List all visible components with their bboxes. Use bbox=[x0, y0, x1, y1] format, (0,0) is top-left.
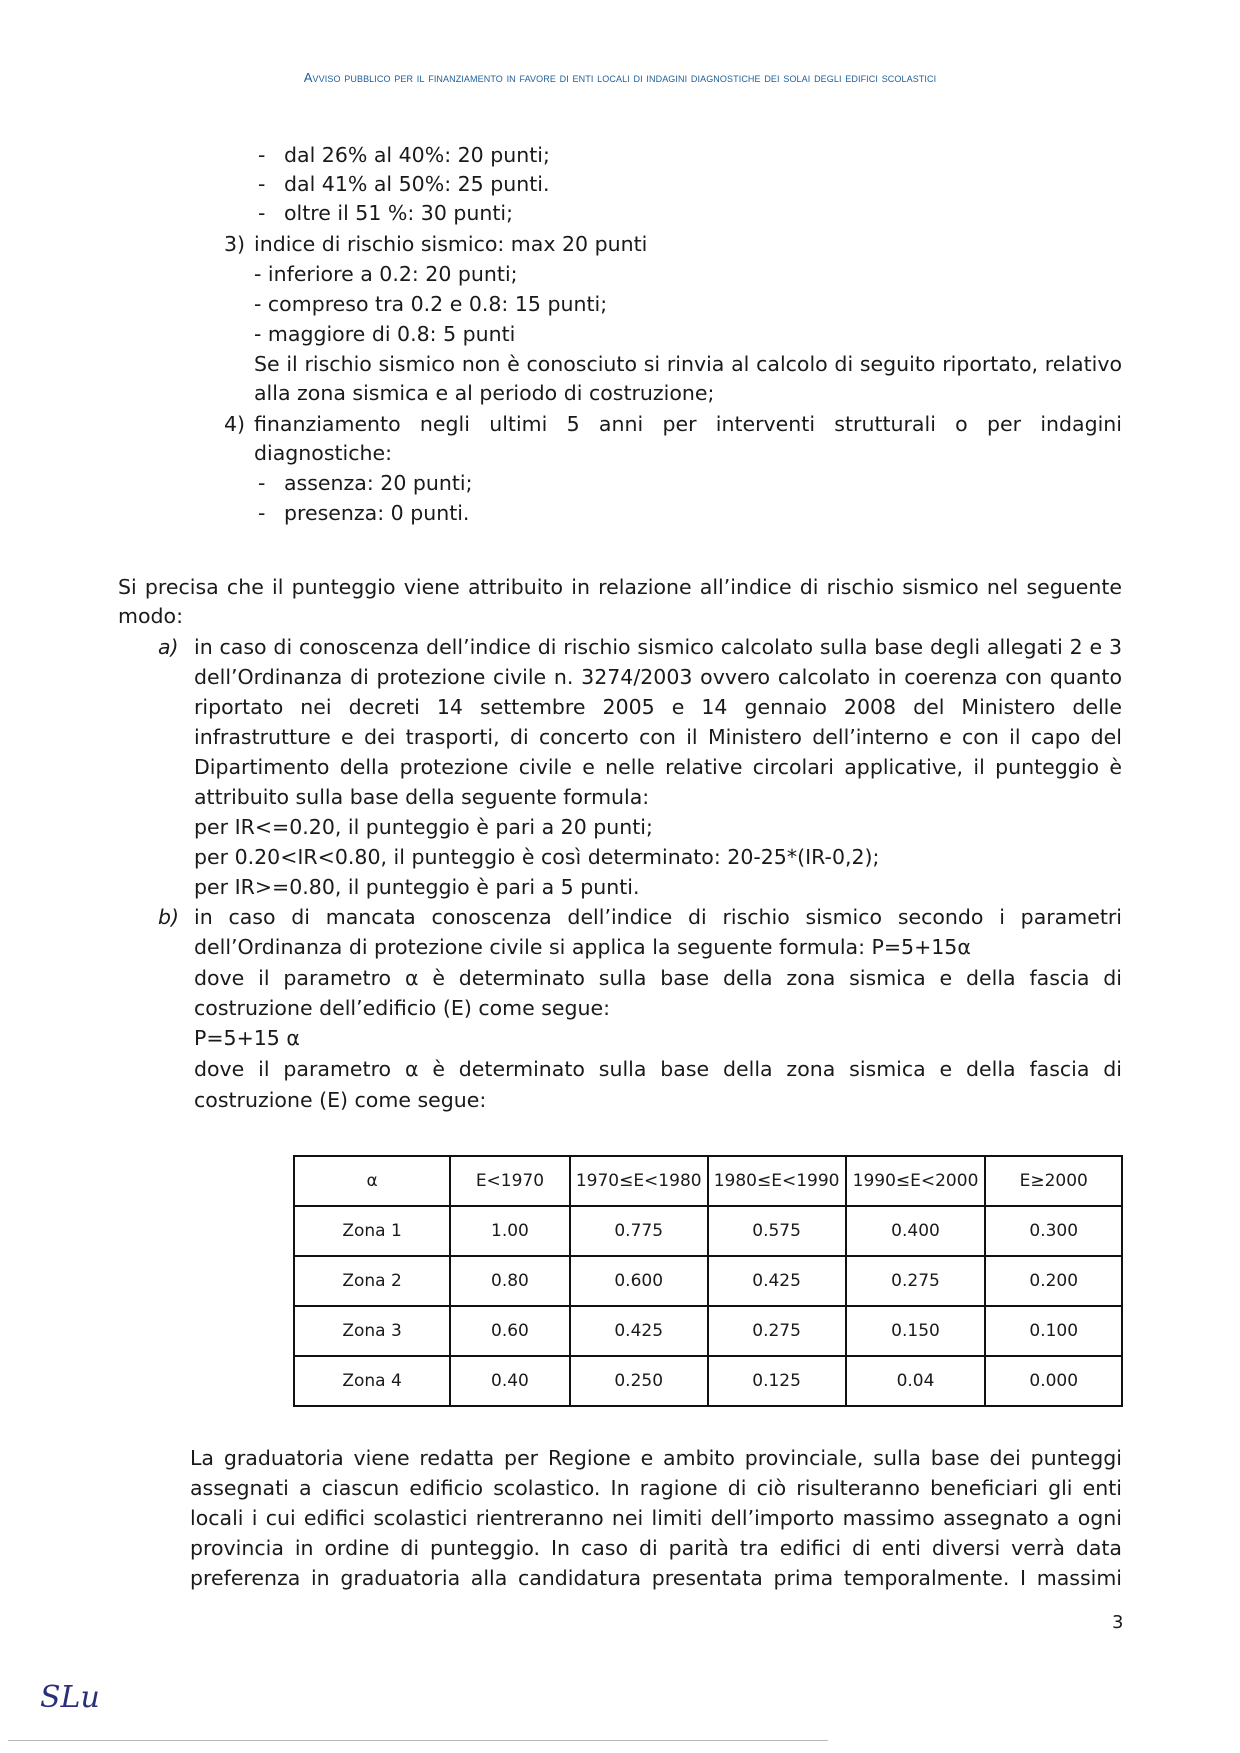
sub-item: presenza: 0 punti. bbox=[284, 501, 470, 525]
value-cell: 0.775 bbox=[570, 1206, 708, 1256]
list-dash: - bbox=[258, 471, 266, 495]
table-row bbox=[294, 1356, 1122, 1406]
list-dash: - bbox=[258, 172, 266, 196]
case-line: dove il parametro α è determinato sulla base della zona sismica e della fascia di bbox=[194, 966, 1122, 990]
case-line: costruzione dell’edificio (E) come segue: bbox=[194, 996, 611, 1020]
scan-artifact-line bbox=[8, 1740, 828, 1741]
sub-item: assenza: 20 punti; bbox=[284, 471, 473, 495]
paragraph-line: modo: bbox=[118, 604, 183, 628]
sub-item: - inferiore a 0.2: 20 punti; bbox=[254, 262, 518, 286]
case-line: dell’Ordinanza di protezione civile n. 3274/2003 ovvero calcolato in coerenza con quanto bbox=[194, 665, 1122, 689]
value-cell: 1.00 bbox=[450, 1206, 570, 1256]
paragraph-line: provincia in ordine di punteggio. In caso di parità tra edifici di enti diversi verrà data bbox=[190, 1536, 1122, 1560]
note-line: alla zona sismica e al periodo di costruzione; bbox=[254, 381, 715, 405]
item-line: diagnostiche: bbox=[254, 441, 393, 465]
item-number: 3) bbox=[224, 232, 246, 256]
item-title: indice di rischio sismico: max 20 punti bbox=[254, 232, 648, 256]
list-dash: - bbox=[258, 501, 266, 525]
note-line: Se il rischio sismico non è conosciuto si rinvia al calcolo di seguito riportato, relativo bbox=[254, 352, 1122, 376]
header-cell: 1980≤E<1990 bbox=[708, 1156, 846, 1206]
zone-cell: Zona 3 bbox=[294, 1306, 450, 1356]
document-header: Avviso pubblico per il finanziamento in favore di enti locali di indagini diagnostiche dei solai degli edifici scolastici bbox=[303, 70, 937, 85]
sub-item: - compreso tra 0.2 e 0.8: 15 punti; bbox=[254, 292, 608, 316]
value-cell: 0.60 bbox=[450, 1306, 570, 1356]
formula-line: per IR<=0.20, il punteggio è pari a 20 punti; bbox=[194, 815, 653, 839]
value-cell: 0.200 bbox=[985, 1256, 1122, 1306]
case-label: b) bbox=[158, 905, 180, 929]
value-cell: 0.575 bbox=[708, 1206, 846, 1256]
zone-cell: Zona 4 bbox=[294, 1356, 450, 1406]
alpha-coefficient-table bbox=[293, 1155, 1123, 1407]
list-dash: - bbox=[258, 143, 266, 167]
value-cell: 0.300 bbox=[985, 1206, 1122, 1256]
handwritten-initials: SLu bbox=[40, 1680, 100, 1715]
value-cell: 0.000 bbox=[985, 1356, 1122, 1406]
list-item: dal 26% al 40%: 20 punti; bbox=[284, 143, 550, 167]
case-label: a) bbox=[158, 635, 179, 659]
formula-line: per IR>=0.80, il punteggio è pari a 5 punti. bbox=[194, 875, 640, 899]
case-line: in caso di conoscenza dell’indice di rischio sismico calcolato sulla base degli allegati 2 e 3 bbox=[194, 635, 1122, 659]
value-cell: 0.250 bbox=[570, 1356, 708, 1406]
table-row bbox=[294, 1306, 1122, 1356]
zone-cell: Zona 1 bbox=[294, 1206, 450, 1256]
paragraph-line: preferenza in graduatoria alla candidatura presentata prima temporalmente. I massimi bbox=[190, 1566, 1122, 1590]
table-row bbox=[294, 1256, 1122, 1306]
value-cell: 0.100 bbox=[985, 1306, 1122, 1356]
page-number: 3 bbox=[1112, 1612, 1124, 1633]
formula-line: P=5+15 α bbox=[194, 1026, 300, 1050]
header-cell: E<1970 bbox=[450, 1156, 570, 1206]
value-cell: 0.400 bbox=[846, 1206, 986, 1256]
case-line: in caso di mancata conoscenza dell’indice di rischio sismico secondo i parametri bbox=[194, 905, 1122, 929]
paragraph-line: assegnati a ciascun edificio scolastico. In ragione di ciò risulteranno beneficiari gli enti bbox=[190, 1476, 1122, 1500]
value-cell: 0.80 bbox=[450, 1256, 570, 1306]
list-dash: - bbox=[258, 201, 266, 225]
header-cell: 1990≤E<2000 bbox=[846, 1156, 986, 1206]
sub-item: - maggiore di 0.8: 5 punti bbox=[254, 322, 516, 346]
header-cell: E≥2000 bbox=[985, 1156, 1122, 1206]
item-number: 4) bbox=[224, 412, 246, 436]
formula-line: per 0.20<IR<0.80, il punteggio è così determinato: 20-25*(IR-0,2); bbox=[194, 845, 880, 869]
value-cell: 0.425 bbox=[708, 1256, 846, 1306]
value-cell: 0.425 bbox=[570, 1306, 708, 1356]
value-cell: 0.04 bbox=[846, 1356, 986, 1406]
item-line: finanziamento negli ultimi 5 anni per interventi strutturali o per indagini bbox=[254, 412, 1122, 436]
case-line: costruzione (E) come segue: bbox=[194, 1088, 487, 1112]
value-cell: 0.275 bbox=[708, 1306, 846, 1356]
paragraph-line: Si precisa che il punteggio viene attribuito in relazione all’indice di rischio sismico nel seguente bbox=[118, 575, 1122, 599]
value-cell: 0.40 bbox=[450, 1356, 570, 1406]
value-cell: 0.125 bbox=[708, 1356, 846, 1406]
header-cell: 1970≤E<1980 bbox=[570, 1156, 708, 1206]
case-line: riportato nei decreti 14 settembre 2005 e 14 gennaio 2008 del Ministero delle bbox=[194, 695, 1122, 719]
table-row bbox=[294, 1206, 1122, 1256]
table-header-row bbox=[294, 1156, 1122, 1206]
case-line: infrastrutture e dei trasporti, di concerto con il Ministero dell’interno e con il capo del bbox=[194, 725, 1122, 749]
zone-cell: Zona 2 bbox=[294, 1256, 450, 1306]
header-cell: α bbox=[294, 1156, 450, 1206]
case-line: attribuito sulla base della seguente formula: bbox=[194, 785, 650, 809]
case-line: Dipartimento della protezione civile e nelle relative circolari applicative, il punteggio è bbox=[194, 755, 1122, 779]
value-cell: 0.275 bbox=[846, 1256, 986, 1306]
list-item: dal 41% al 50%: 25 punti. bbox=[284, 172, 550, 196]
value-cell: 0.150 bbox=[846, 1306, 986, 1356]
case-line: dell’Ordinanza di protezione civile si applica la seguente formula: P=5+15α bbox=[194, 935, 971, 959]
paragraph-line: locali i cui edifici scolastici rientreranno nei limiti dell’importo massimo assegnato a ogni bbox=[190, 1506, 1122, 1530]
paragraph-line: La graduatoria viene redatta per Regione e ambito provinciale, sulla base dei punteggi bbox=[190, 1446, 1122, 1470]
list-item: oltre il 51 %: 30 punti; bbox=[284, 201, 514, 225]
case-line: dove il parametro α è determinato sulla base della zona sismica e della fascia di bbox=[194, 1057, 1122, 1081]
value-cell: 0.600 bbox=[570, 1256, 708, 1306]
